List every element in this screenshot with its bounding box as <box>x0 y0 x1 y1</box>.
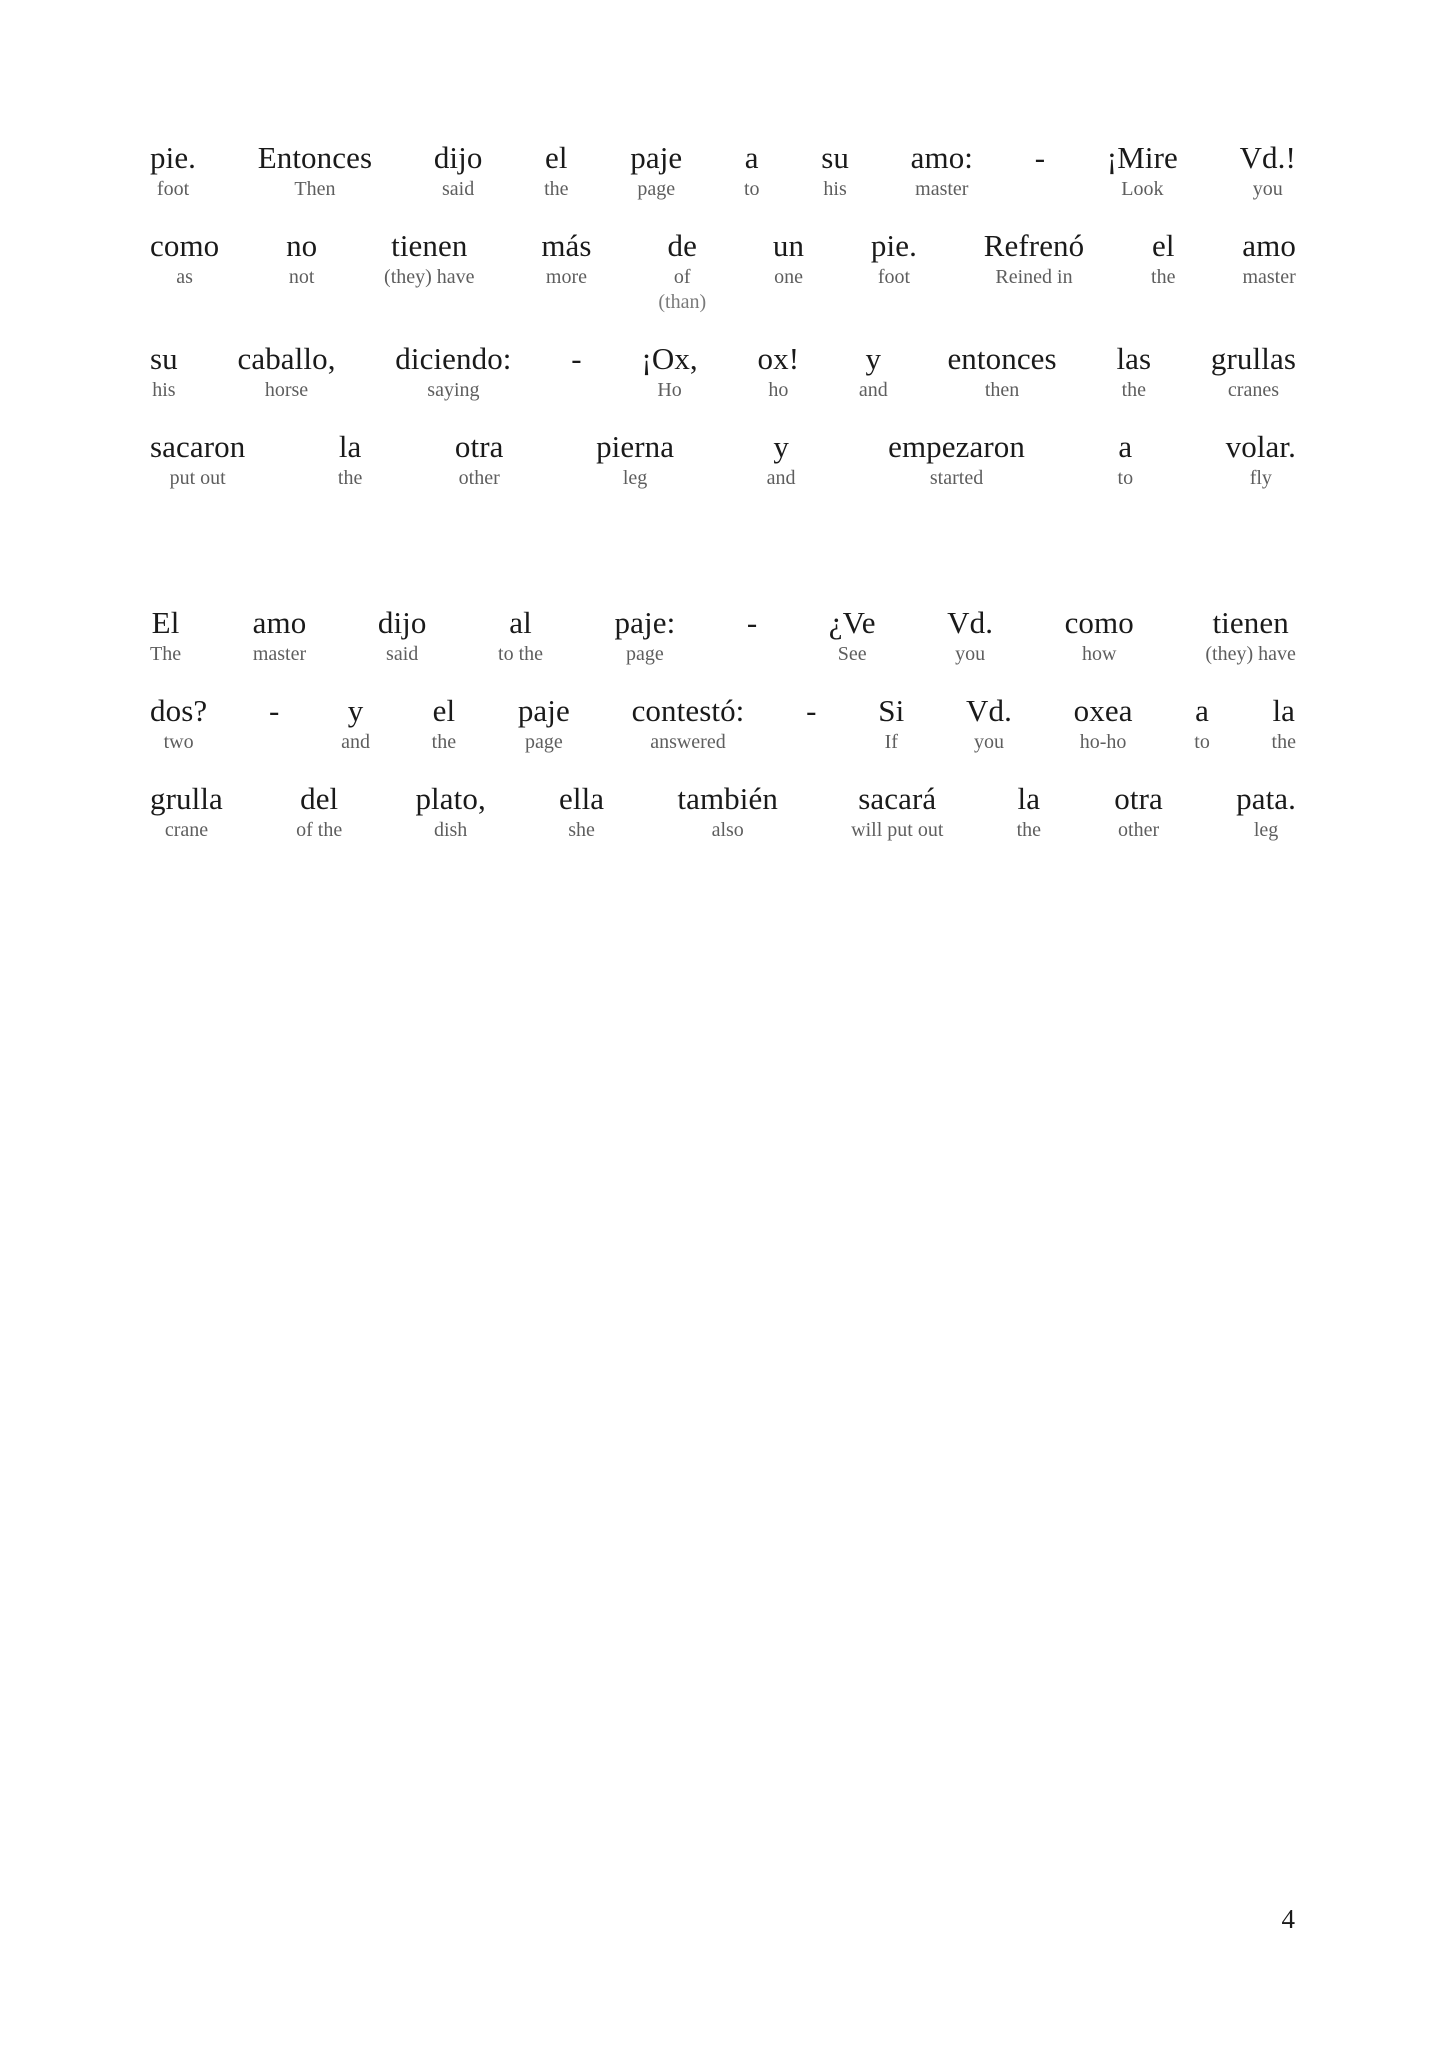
word-pair <box>945 341 1058 403</box>
source-word: entonces <box>947 341 1057 376</box>
word-pair <box>1149 228 1177 290</box>
word-pair <box>393 341 513 403</box>
source-word: otra <box>454 429 504 464</box>
word-pair <box>771 228 806 290</box>
gloss-word: See <box>837 643 867 665</box>
source-word: más <box>541 228 592 263</box>
word-pair <box>148 341 180 403</box>
gloss-word: dish <box>433 819 468 841</box>
source-word: tienen <box>391 228 468 263</box>
source-word: diciendo: <box>395 341 512 376</box>
word-pair <box>1203 605 1298 667</box>
gloss-word: the <box>1151 266 1176 288</box>
source-word: amo <box>1242 228 1296 263</box>
gloss-word-secondary: (than) <box>658 291 707 313</box>
gloss-word: one <box>774 266 803 288</box>
word-pair <box>235 341 337 403</box>
interlinear-line-4 <box>148 429 1298 491</box>
gloss-word: you <box>955 643 986 665</box>
word-pair <box>1240 228 1298 290</box>
source-word: la <box>338 429 362 464</box>
gloss-word: and <box>858 379 888 401</box>
source-word: a <box>1195 693 1209 728</box>
word-pair <box>382 228 477 290</box>
gloss-word: you <box>973 731 1004 753</box>
word-pair <box>569 341 583 378</box>
source-word: un <box>772 228 805 263</box>
dash-separator: - <box>746 605 758 640</box>
source-word: las <box>1116 341 1152 376</box>
gloss-word: two <box>163 731 194 753</box>
source-word: grulla <box>150 781 223 816</box>
word-pair <box>1270 693 1298 755</box>
source-word: paje <box>517 693 570 728</box>
dash-separator: - <box>806 693 817 728</box>
word-pair <box>376 605 429 667</box>
source-word: ¡Ox, <box>641 341 698 376</box>
source-word: tienen <box>1212 605 1289 640</box>
gloss-word: to <box>1117 467 1134 489</box>
gloss-word: page <box>524 731 563 753</box>
source-word: dijo <box>433 140 483 175</box>
gloss-word: master <box>252 643 307 665</box>
word-pair <box>1105 140 1180 202</box>
gloss-word: Then <box>294 178 336 200</box>
word-pair <box>1224 429 1298 491</box>
interlinear-line-3 <box>148 341 1298 403</box>
gloss-word: page <box>626 643 664 665</box>
gloss-word: his <box>823 178 847 200</box>
source-word: sacaron <box>150 429 246 464</box>
source-word: del <box>300 781 339 816</box>
gloss-word: (they) have <box>1205 643 1296 665</box>
word-pair <box>745 605 759 642</box>
word-pair <box>945 605 995 667</box>
gloss-word: how <box>1081 643 1117 665</box>
source-word: caballo, <box>237 341 336 376</box>
source-word: ox! <box>757 341 800 376</box>
word-pair <box>557 781 606 843</box>
source-word: paje <box>630 140 683 175</box>
source-word: ¿Ve <box>828 605 876 640</box>
interlinear-line-1 <box>148 140 1298 202</box>
word-pair <box>849 781 945 843</box>
gloss-word: ho <box>768 379 789 401</box>
word-pair <box>656 228 708 315</box>
gloss-word: other <box>458 467 500 489</box>
word-pair <box>909 140 975 202</box>
source-word: el <box>432 693 456 728</box>
gloss-word: you <box>1252 178 1283 200</box>
word-pair <box>639 341 699 403</box>
word-pair <box>857 341 890 403</box>
gloss-word: said <box>442 178 475 200</box>
word-pair <box>628 140 684 202</box>
gloss-word: not <box>288 266 315 288</box>
word-pair <box>148 781 225 843</box>
source-word: su <box>821 140 849 175</box>
source-word: y <box>773 429 789 464</box>
source-word: Entonces <box>257 140 373 175</box>
source-word: amo <box>252 605 307 640</box>
gloss-word: and <box>766 467 796 489</box>
gloss-word: Look <box>1121 178 1164 200</box>
word-pair <box>804 693 818 730</box>
word-pair <box>594 429 676 491</box>
source-word: no <box>286 228 318 263</box>
source-word: la <box>1017 781 1041 816</box>
source-word: otra <box>1114 781 1163 816</box>
word-pair <box>1072 693 1135 755</box>
word-pair <box>876 693 906 755</box>
dash-separator: - <box>268 693 280 728</box>
paragraph-spacer <box>148 517 1298 605</box>
source-word: plato, <box>415 781 486 816</box>
gloss-word: the <box>337 467 363 489</box>
word-pair <box>1114 341 1153 403</box>
dash-separator: - <box>571 341 582 376</box>
word-pair <box>542 140 570 202</box>
source-word: pierna <box>596 429 675 464</box>
source-word: a <box>1118 429 1133 464</box>
source-word: pie. <box>150 140 197 175</box>
word-pair <box>765 429 798 491</box>
word-pair <box>1063 605 1136 667</box>
dash-separator: - <box>1034 140 1046 175</box>
gloss-word: said <box>386 643 419 665</box>
word-pair <box>1234 781 1298 843</box>
gloss-word: leg <box>1253 819 1279 841</box>
word-pair <box>1015 781 1043 843</box>
word-pair <box>613 605 678 667</box>
word-pair <box>1116 429 1136 491</box>
word-pair <box>339 693 372 755</box>
word-pair <box>1192 693 1212 755</box>
source-word: ella <box>559 781 605 816</box>
gloss-word: fly <box>1249 467 1272 489</box>
source-word: amo: <box>910 140 974 175</box>
source-word: el <box>1151 228 1175 263</box>
word-pair <box>886 429 1027 491</box>
word-pair <box>742 140 762 202</box>
source-word: paje: <box>614 605 676 640</box>
gloss-word: started <box>929 467 984 489</box>
gloss-word: foot <box>156 178 190 200</box>
gloss-word: the <box>431 731 457 753</box>
gloss-word: Ho <box>657 379 682 401</box>
source-word: dos? <box>150 693 208 728</box>
gloss-word: then <box>984 379 1020 401</box>
source-word: El <box>151 605 180 640</box>
source-word: el <box>545 140 568 175</box>
interlinear-line-7 <box>148 781 1298 843</box>
paragraph-2 <box>148 605 1298 843</box>
word-pair <box>1238 140 1298 202</box>
source-word: y <box>865 341 882 376</box>
source-word: contestó: <box>631 693 745 728</box>
gloss-word: (they) have <box>384 266 475 288</box>
word-pair <box>294 781 344 843</box>
gloss-word: other <box>1118 819 1160 841</box>
source-word: al <box>509 605 532 640</box>
word-pair <box>251 605 309 667</box>
word-pair <box>539 228 593 290</box>
word-pair <box>982 228 1087 290</box>
gloss-word: his <box>152 379 176 401</box>
gloss-word: of the <box>296 819 343 841</box>
interlinear-line-6 <box>148 693 1298 755</box>
gloss-word: master <box>1242 266 1296 288</box>
word-pair <box>432 140 485 202</box>
source-word: Si <box>878 693 905 728</box>
source-word: pie. <box>870 228 917 263</box>
word-pair <box>964 693 1014 755</box>
paragraph-1 <box>148 140 1298 491</box>
interlinear-text-body <box>148 140 1298 869</box>
gloss-word: also <box>711 819 744 841</box>
gloss-word: and <box>341 731 370 753</box>
word-pair <box>148 605 183 667</box>
word-pair <box>284 228 319 290</box>
word-pair <box>1209 341 1298 403</box>
word-pair <box>516 693 572 755</box>
gloss-word: she <box>568 819 595 841</box>
gloss-word: cranes <box>1227 379 1279 401</box>
gloss-word: as <box>176 266 193 288</box>
word-pair <box>819 140 851 202</box>
word-pair <box>1112 781 1165 843</box>
word-pair <box>430 693 458 755</box>
source-word: su <box>150 341 178 376</box>
gloss-word: horse <box>264 379 309 401</box>
interlinear-line-2 <box>148 228 1298 315</box>
word-pair <box>267 693 281 730</box>
word-pair <box>148 693 209 755</box>
word-pair <box>630 693 747 755</box>
gloss-word: to <box>1194 731 1210 753</box>
source-word: a <box>744 140 759 175</box>
gloss-word: Reined in <box>995 266 1073 288</box>
source-word: también <box>677 781 778 816</box>
source-word: Vd.! <box>1239 140 1296 175</box>
gloss-word: leg <box>622 467 648 489</box>
source-word: como <box>150 228 220 263</box>
gloss-word: crane <box>164 819 209 841</box>
source-word: y <box>347 693 364 728</box>
word-pair <box>756 341 802 403</box>
word-pair <box>675 781 780 843</box>
gloss-word: to <box>743 178 760 200</box>
source-word: empezaron <box>888 429 1025 464</box>
source-word: sacará <box>858 781 937 816</box>
word-pair <box>869 228 919 290</box>
source-word: la <box>1272 693 1296 728</box>
word-pair <box>256 140 374 202</box>
word-pair <box>148 140 198 202</box>
gloss-word: master <box>915 178 969 200</box>
source-word: ¡Mire <box>1106 140 1178 175</box>
source-word: Vd. <box>947 605 994 640</box>
gloss-word: page <box>637 178 676 200</box>
source-word: Vd. <box>966 693 1012 728</box>
source-word: pata. <box>1236 781 1296 816</box>
interlinear-line-5 <box>148 605 1298 667</box>
gloss-word: the <box>1121 379 1147 401</box>
word-pair <box>148 429 247 491</box>
source-word: grullas <box>1210 341 1296 376</box>
word-pair <box>148 228 221 290</box>
source-word: oxea <box>1073 693 1133 728</box>
gloss-word: the <box>1016 819 1042 841</box>
word-pair <box>827 605 878 667</box>
source-word: Refrenó <box>983 228 1085 263</box>
page-number: 4 <box>1281 1904 1295 1934</box>
gloss-word: If <box>884 731 898 753</box>
gloss-word: the <box>544 178 569 200</box>
source-word: dijo <box>377 605 427 640</box>
gloss-word: of <box>673 266 691 288</box>
gloss-word: put out <box>169 467 226 489</box>
gloss-word: more <box>545 266 588 288</box>
gloss-word: answered <box>650 731 726 753</box>
word-pair <box>413 781 487 843</box>
source-word: de <box>667 228 697 263</box>
gloss-word: ho-ho <box>1079 731 1127 753</box>
word-pair <box>453 429 506 491</box>
gloss-word: to the <box>498 643 544 665</box>
source-word: como <box>1064 605 1134 640</box>
word-pair <box>1033 140 1047 177</box>
gloss-word: The <box>150 643 182 665</box>
gloss-word: saying <box>427 379 480 401</box>
gloss-word: foot <box>877 266 911 288</box>
word-pair <box>496 605 545 667</box>
gloss-word: the <box>1271 731 1296 753</box>
word-pair <box>336 429 364 491</box>
source-word: volar. <box>1225 429 1296 464</box>
gloss-word: will put out <box>851 819 944 841</box>
